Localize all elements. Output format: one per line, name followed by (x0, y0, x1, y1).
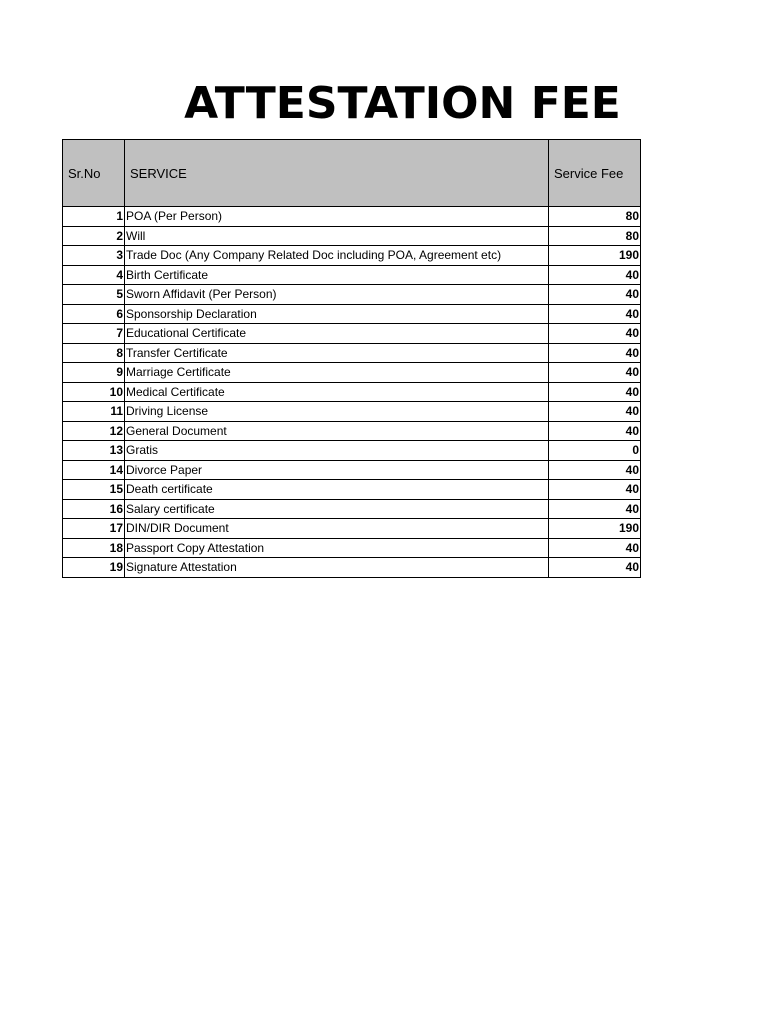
service-cell: Passport Copy Attestation (125, 538, 549, 558)
fee-table (62, 139, 641, 578)
table-header-row (63, 140, 641, 207)
srno-cell: 11 (63, 402, 125, 422)
table-row (63, 402, 641, 422)
service-cell: Driving License (125, 402, 549, 422)
srno-cell: 10 (63, 382, 125, 402)
table-row (63, 441, 641, 461)
service-cell: Death certificate (125, 480, 549, 500)
header-service: SERVICE (125, 140, 549, 207)
service-cell: Birth Certificate (125, 265, 549, 285)
srno-cell: 15 (63, 480, 125, 500)
srno-cell: 4 (63, 265, 125, 285)
srno-cell: 1 (63, 207, 125, 227)
fee-cell: 40 (549, 382, 641, 402)
service-cell: Sponsorship Declaration (125, 304, 549, 324)
table-row (63, 460, 641, 480)
service-cell: Gratis (125, 441, 549, 461)
fee-cell: 40 (549, 402, 641, 422)
fee-cell: 40 (549, 265, 641, 285)
srno-cell: 9 (63, 363, 125, 383)
table-row (63, 382, 641, 402)
fee-cell: 40 (549, 304, 641, 324)
fee-cell: 80 (549, 226, 641, 246)
srno-cell: 7 (63, 324, 125, 344)
table-row (63, 499, 641, 519)
table-row (63, 421, 641, 441)
table-row (63, 324, 641, 344)
srno-cell: 13 (63, 441, 125, 461)
service-cell: Signature Attestation (125, 558, 549, 578)
service-cell: Transfer Certificate (125, 343, 549, 363)
service-cell: Trade Doc (Any Company Related Doc including POA, Agreement etc) (125, 246, 549, 266)
fee-cell: 80 (549, 207, 641, 227)
service-cell: Will (125, 226, 549, 246)
table-row (63, 304, 641, 324)
table-row (63, 226, 641, 246)
service-cell: Divorce Paper (125, 460, 549, 480)
fee-cell: 40 (549, 285, 641, 305)
table-row (63, 207, 641, 227)
fee-cell: 40 (549, 363, 641, 383)
srno-cell: 16 (63, 499, 125, 519)
header-service-fee: Service Fee (549, 140, 641, 207)
service-cell: Medical Certificate (125, 382, 549, 402)
srno-cell: 12 (63, 421, 125, 441)
table-row (63, 285, 641, 305)
srno-cell: 5 (63, 285, 125, 305)
service-cell: General Document (125, 421, 549, 441)
srno-cell: 17 (63, 519, 125, 539)
srno-cell: 19 (63, 558, 125, 578)
table-row (63, 519, 641, 539)
fee-cell: 40 (549, 421, 641, 441)
srno-cell: 18 (63, 538, 125, 558)
table-row (63, 343, 641, 363)
service-cell: Marriage Certificate (125, 363, 549, 383)
service-cell: Educational Certificate (125, 324, 549, 344)
fee-cell: 40 (549, 499, 641, 519)
header-srno: Sr.No (63, 140, 125, 207)
srno-cell: 6 (63, 304, 125, 324)
fee-cell: 190 (549, 519, 641, 539)
table-body (63, 207, 641, 578)
fee-cell: 0 (549, 441, 641, 461)
fee-cell: 190 (549, 246, 641, 266)
srno-cell: 14 (63, 460, 125, 480)
fee-cell: 40 (549, 460, 641, 480)
fee-cell: 40 (549, 324, 641, 344)
fee-cell: 40 (549, 480, 641, 500)
table-row (63, 265, 641, 285)
srno-cell: 3 (63, 246, 125, 266)
page-title: ATTESTATION FEE (184, 78, 621, 129)
fee-cell: 40 (549, 343, 641, 363)
table-row (63, 538, 641, 558)
table-row (63, 480, 641, 500)
fee-cell: 40 (549, 538, 641, 558)
table-row (63, 246, 641, 266)
srno-cell: 2 (63, 226, 125, 246)
service-cell: Salary certificate (125, 499, 549, 519)
srno-cell: 8 (63, 343, 125, 363)
service-cell: DIN/DIR Document (125, 519, 549, 539)
service-cell: POA (Per Person) (125, 207, 549, 227)
service-cell: Sworn Affidavit (Per Person) (125, 285, 549, 305)
table-row (63, 558, 641, 578)
fee-cell: 40 (549, 558, 641, 578)
table-row (63, 363, 641, 383)
